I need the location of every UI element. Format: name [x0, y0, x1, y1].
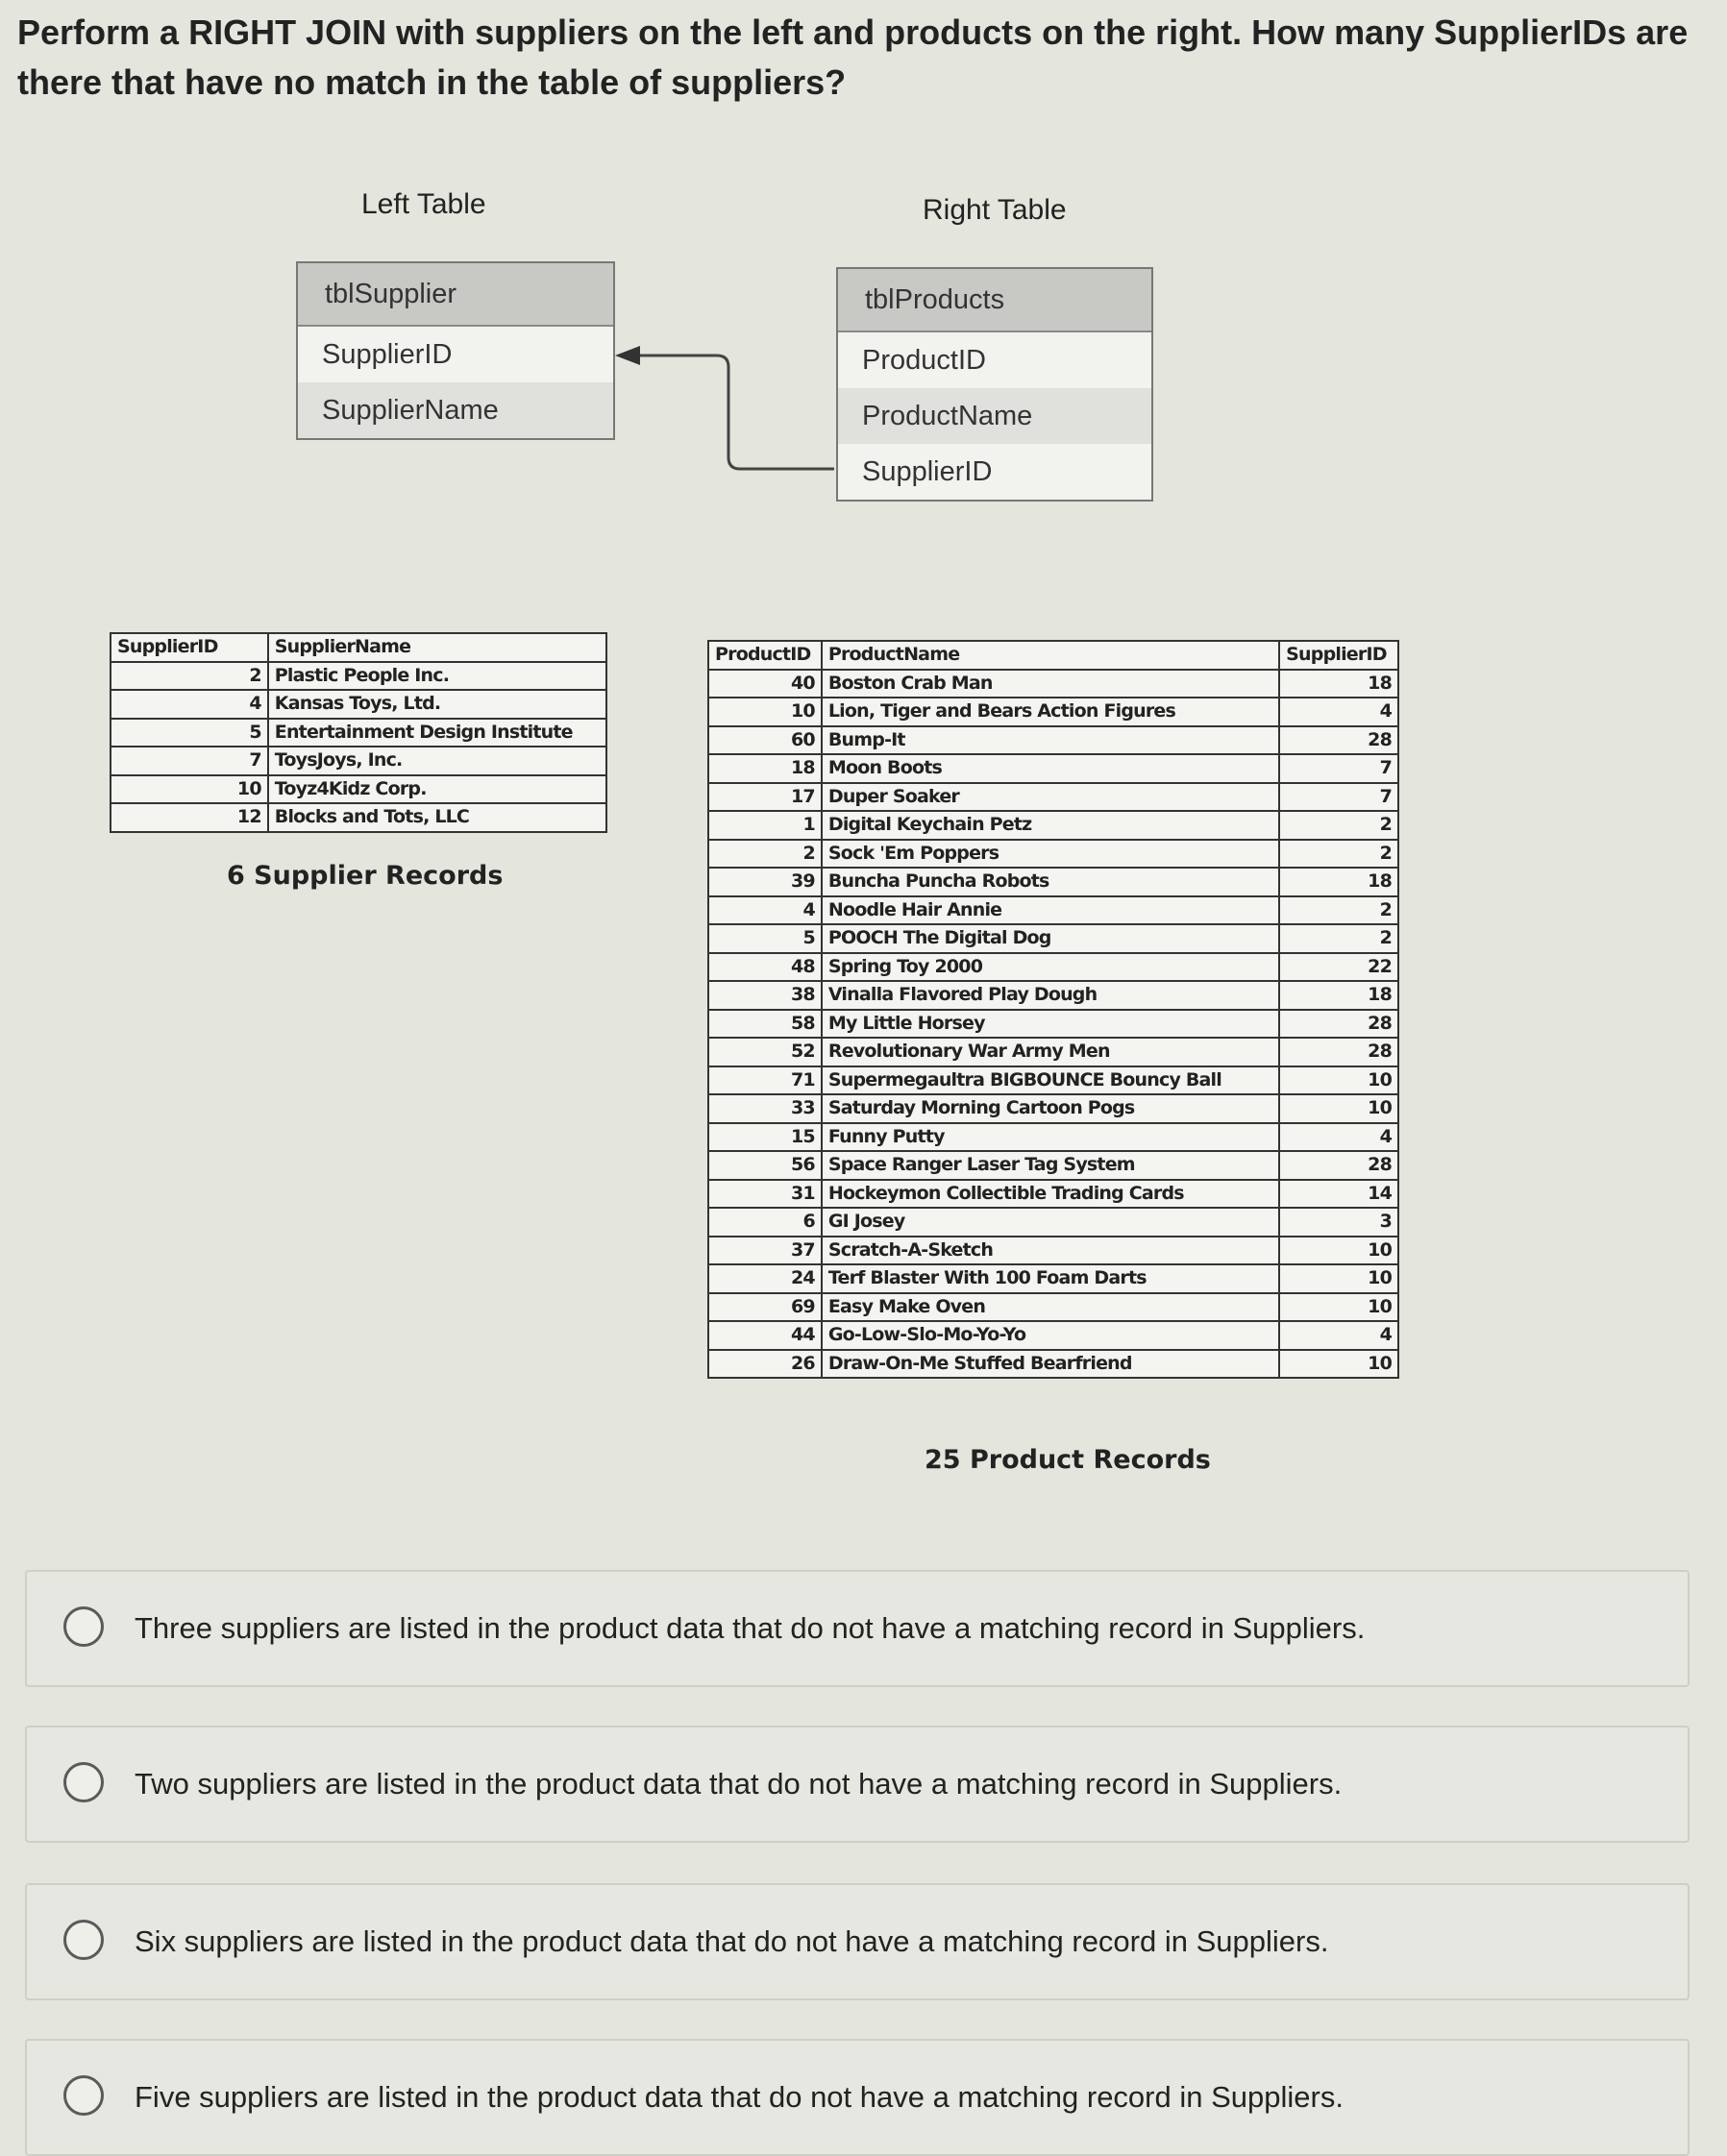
table-cell: Duper Soaker: [822, 783, 1279, 812]
table-cell: 17: [708, 783, 822, 812]
table-cell: 40: [708, 670, 822, 698]
table-cell: 48: [708, 953, 822, 982]
table-row: [708, 811, 1398, 840]
table-cell: 18: [1279, 868, 1398, 896]
table-cell: 2: [1279, 840, 1398, 869]
table-cell: 10: [1279, 1293, 1398, 1322]
table-row: [708, 754, 1398, 783]
table-row: [708, 868, 1398, 896]
table-cell: Go-Low-Slo-Mo-Yo-Yo: [822, 1321, 1279, 1350]
table-cell: Entertainment Design Institute: [268, 719, 606, 747]
column-header: ProductID: [708, 641, 822, 670]
table-row: [708, 924, 1398, 953]
table-cell: 10: [1279, 1094, 1398, 1123]
table-cell: Revolutionary War Army Men: [822, 1038, 1279, 1066]
column-header: SupplierName: [268, 633, 606, 662]
table-cell: Plastic People Inc.: [268, 662, 606, 691]
table-row: [708, 1038, 1398, 1066]
suppliers-table: [110, 632, 607, 833]
table-cell: ToysJoys, Inc.: [268, 747, 606, 775]
table-row: [708, 1293, 1398, 1322]
table-row: [708, 783, 1398, 812]
table-cell: 10: [111, 775, 268, 804]
option-label: Three suppliers are listed in the product data that do not have a matching record in Suppliers.: [135, 1611, 1366, 1645]
table-cell: 5: [111, 719, 268, 747]
table-cell: 28: [1279, 726, 1398, 755]
table-header-row: [708, 641, 1398, 670]
table-row: [708, 1123, 1398, 1152]
table-cell: 10: [1279, 1237, 1398, 1265]
table-row: [708, 840, 1398, 869]
table-cell: Blocks and Tots, LLC: [268, 803, 606, 832]
table-cell: 15: [708, 1123, 822, 1152]
table-cell: 31: [708, 1180, 822, 1209]
radio-button[interactable]: [63, 2075, 104, 2116]
table-cell: POOCH The Digital Dog: [822, 924, 1279, 953]
join-arrow-icon: [615, 346, 640, 365]
product-record-count: 25 Product Records: [925, 1445, 1211, 1475]
schema-field-supplierid: SupplierID: [322, 339, 453, 370]
table-cell: Sock 'Em Poppers: [822, 840, 1279, 869]
table-row: [111, 690, 606, 719]
table-cell: 18: [1279, 981, 1398, 1010]
table-cell: 26: [708, 1350, 822, 1379]
option-label: Six suppliers are listed in the product data that do not have a matching record in Suppliers.: [135, 1924, 1329, 1958]
table-cell: 39: [708, 868, 822, 896]
table-row: [708, 726, 1398, 755]
table-cell: 4: [1279, 1123, 1398, 1152]
table-row: [708, 1237, 1398, 1265]
table-cell: Digital Keychain Petz: [822, 811, 1279, 840]
right-table-caption: Right Table: [923, 194, 1067, 226]
table-cell: 4: [708, 896, 822, 925]
table-row: [708, 953, 1398, 982]
table-row: [708, 1208, 1398, 1237]
table-cell: 24: [708, 1264, 822, 1293]
table-cell: 7: [111, 747, 268, 775]
table-row: [708, 1094, 1398, 1123]
products-table: [707, 640, 1399, 1379]
schema-field-productname: ProductName: [838, 388, 1151, 444]
table-cell: 58: [708, 1010, 822, 1039]
table-cell: 7: [1279, 754, 1398, 783]
table-cell: 18: [708, 754, 822, 783]
column-header: ProductName: [822, 641, 1279, 670]
table-cell: 10: [1279, 1264, 1398, 1293]
table-cell: 14: [1279, 1180, 1398, 1209]
option-three[interactable]: [25, 1570, 1690, 1687]
table-cell: Bump-It: [822, 726, 1279, 755]
radio-button[interactable]: [63, 1762, 104, 1802]
column-header: SupplierID: [111, 633, 268, 662]
table-cell: Funny Putty: [822, 1123, 1279, 1152]
join-connector: [0, 0, 1727, 576]
table-row: [708, 1180, 1398, 1209]
table-cell: Buncha Puncha Robots: [822, 868, 1279, 896]
table-header-row: [111, 633, 606, 662]
table-row: [111, 719, 606, 747]
schema-field-suppliername: SupplierName: [298, 382, 613, 438]
table-cell: 60: [708, 726, 822, 755]
table-cell: Supermegaultra BIGBOUNCE Bouncy Ball: [822, 1066, 1279, 1095]
table-row: [708, 1010, 1398, 1039]
table-cell: 10: [1279, 1350, 1398, 1379]
table-cell: 1: [708, 811, 822, 840]
table-row: [708, 698, 1398, 726]
table-cell: 69: [708, 1293, 822, 1322]
table-cell: 4: [111, 690, 268, 719]
table-cell: 2: [111, 662, 268, 691]
table-cell: Noodle Hair Annie: [822, 896, 1279, 925]
question-text: Perform a RIGHT JOIN with suppliers on the left and products on the right. How many SupplierIDs are there that have no match in the table of suppliers?: [17, 12, 1689, 102]
table-row: [111, 747, 606, 775]
table-cell: 28: [1279, 1038, 1398, 1066]
table-row: [708, 1350, 1398, 1379]
table-cell: Terf Blaster With 100 Foam Darts: [822, 1264, 1279, 1293]
table-cell: 38: [708, 981, 822, 1010]
table-cell: 7: [1279, 783, 1398, 812]
table-row: [708, 981, 1398, 1010]
table-cell: 2: [708, 840, 822, 869]
table-cell: Boston Crab Man: [822, 670, 1279, 698]
table-row: [708, 1066, 1398, 1095]
table-row: [708, 1264, 1398, 1293]
table-row: [708, 670, 1398, 698]
table-cell: 12: [111, 803, 268, 832]
option-label: Five suppliers are listed in the product data that do not have a matching record in Suppliers.: [135, 2080, 1344, 2114]
table-cell: Draw-On-Me Stuffed Bearfriend: [822, 1350, 1279, 1379]
option-two[interactable]: [25, 1726, 1690, 1843]
table-cell: 52: [708, 1038, 822, 1066]
table-row: [111, 775, 606, 804]
table-row: [708, 896, 1398, 925]
table-cell: 28: [1279, 1151, 1398, 1180]
supplier-record-count: 6 Supplier Records: [227, 861, 504, 891]
table-cell: Lion, Tiger and Bears Action Figures: [822, 698, 1279, 726]
table-cell: Easy Make Oven: [822, 1293, 1279, 1322]
option-six[interactable]: [25, 1883, 1690, 2000]
table-cell: 6: [708, 1208, 822, 1237]
table-cell: 3: [1279, 1208, 1398, 1237]
table-cell: 18: [1279, 670, 1398, 698]
table-row: [111, 803, 606, 832]
column-header: SupplierID: [1279, 641, 1398, 670]
table-cell: Moon Boots: [822, 754, 1279, 783]
table-cell: Toyz4Kidz Corp.: [268, 775, 606, 804]
schema-field-productid: ProductID: [862, 345, 986, 376]
table-cell: 4: [1279, 1321, 1398, 1350]
option-label: Two suppliers are listed in the product data that do not have a matching record in Suppliers.: [135, 1767, 1343, 1801]
table-row: [708, 1151, 1398, 1180]
table-cell: 10: [1279, 1066, 1398, 1095]
table-cell: 44: [708, 1321, 822, 1350]
radio-button[interactable]: [63, 1920, 104, 1960]
table-cell: Scratch-A-Sketch: [822, 1237, 1279, 1265]
left-table-caption: Left Table: [361, 188, 486, 220]
table-cell: Space Ranger Laser Tag System: [822, 1151, 1279, 1180]
table-row: [708, 1321, 1398, 1350]
table-cell: Vinalla Flavored Play Dough: [822, 981, 1279, 1010]
table-cell: Spring Toy 2000: [822, 953, 1279, 982]
table-cell: 28: [1279, 1010, 1398, 1039]
table-cell: GI Josey: [822, 1208, 1279, 1237]
table-cell: 2: [1279, 896, 1398, 925]
option-five[interactable]: [25, 2039, 1690, 2156]
table-cell: Saturday Morning Cartoon Pogs: [822, 1094, 1279, 1123]
table-cell: 33: [708, 1094, 822, 1123]
table-cell: 2: [1279, 811, 1398, 840]
table-row: [111, 662, 606, 691]
table-cell: 10: [708, 698, 822, 726]
table-cell: 37: [708, 1237, 822, 1265]
table-cell: My Little Horsey: [822, 1010, 1279, 1039]
table-cell: 2: [1279, 924, 1398, 953]
table-cell: Kansas Toys, Ltd.: [268, 690, 606, 719]
table-cell: Hockeymon Collectible Trading Cards: [822, 1180, 1279, 1209]
radio-button[interactable]: [63, 1606, 104, 1647]
table-cell: 22: [1279, 953, 1398, 982]
table-cell: 71: [708, 1066, 822, 1095]
table-cell: 56: [708, 1151, 822, 1180]
table-cell: 4: [1279, 698, 1398, 726]
schema-tblsupplier-title: tblSupplier: [298, 263, 613, 327]
table-cell: 5: [708, 924, 822, 953]
schema-field-product-supplierid: SupplierID: [862, 456, 993, 487]
schema-tblproducts-title: tblProducts: [838, 269, 1151, 332]
